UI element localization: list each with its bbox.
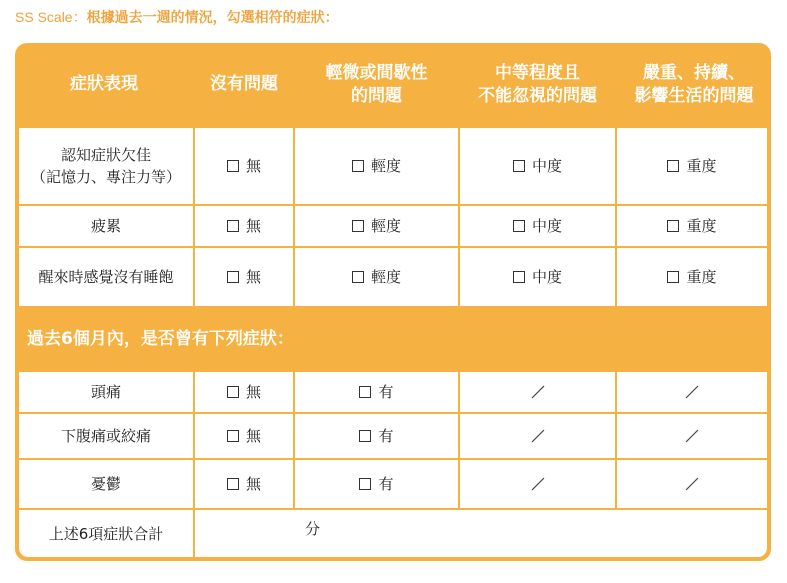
checkbox-option[interactable] — [667, 215, 716, 237]
checkbox-option[interactable] — [352, 155, 401, 177]
option-cell[interactable] — [617, 128, 767, 204]
option-cell[interactable] — [195, 460, 293, 508]
section2-title-text: 過去6個月內，是否曾有下列症狀： — [27, 329, 294, 349]
checkbox-option[interactable] — [352, 266, 401, 288]
checkbox[interactable] — [227, 430, 239, 442]
option-label: 重度 — [686, 157, 717, 175]
option-label: 無 — [245, 383, 261, 401]
total-label-cell — [19, 510, 193, 557]
symptom-fatigue — [19, 206, 193, 246]
symptom-label: 認知症狀欠佳 （記憶力、專注力等） — [30, 146, 181, 186]
slash-icon — [684, 429, 700, 443]
checkbox[interactable] — [352, 160, 364, 172]
option-label: 有 — [378, 475, 394, 493]
option-cell[interactable] — [460, 128, 615, 204]
symptom-abdominal-pain — [19, 414, 193, 458]
header-symptom — [15, 43, 193, 126]
option-label: 無 — [245, 157, 261, 175]
checkbox[interactable] — [227, 386, 239, 398]
slash-icon — [530, 385, 546, 399]
option-label: 輕度 — [370, 217, 401, 235]
option-cell[interactable] — [295, 248, 458, 306]
heading-text: 根據過去一週的情況，勾選相符的症狀： — [86, 10, 339, 26]
header-mild — [295, 43, 458, 126]
option-label: 中度 — [531, 157, 562, 175]
checkbox[interactable] — [352, 271, 364, 283]
checkbox-option[interactable] — [227, 266, 261, 288]
checkbox[interactable] — [667, 271, 679, 283]
header-moderate-label: 中等程度且 不能忽視的問題 — [478, 62, 597, 106]
option-cell[interactable] — [460, 206, 615, 246]
option-label: 輕度 — [370, 157, 401, 175]
section2-title — [15, 308, 771, 370]
checkbox[interactable] — [513, 160, 525, 172]
checkbox-option[interactable] — [227, 473, 261, 495]
option-cell[interactable] — [295, 414, 458, 458]
checkbox[interactable] — [667, 160, 679, 172]
checkbox-option[interactable] — [227, 425, 261, 447]
not-applicable-cell — [460, 414, 615, 458]
option-cell[interactable] — [295, 460, 458, 508]
header-symptom-label: 症狀表現 — [70, 74, 138, 94]
option-cell[interactable] — [195, 206, 293, 246]
symptom-table — [15, 43, 771, 561]
checkbox-option[interactable] — [513, 155, 562, 177]
option-label: 無 — [245, 217, 261, 235]
checkbox-option[interactable] — [359, 473, 393, 495]
option-cell[interactable] — [295, 372, 458, 412]
heading-prefix: SS Scale： — [15, 9, 87, 25]
checkbox-option[interactable] — [227, 215, 261, 237]
checkbox[interactable] — [352, 220, 364, 232]
checkbox-option[interactable] — [352, 215, 401, 237]
header-severe-label: 嚴重、持續、 影響生活的問題 — [634, 62, 754, 106]
symptom-depression — [19, 460, 193, 508]
header-moderate — [460, 43, 615, 126]
slash-icon — [684, 385, 700, 399]
checkbox[interactable] — [227, 478, 239, 490]
total-label: 上述6項症狀合計 — [48, 524, 164, 543]
checkbox-option[interactable] — [227, 155, 261, 177]
option-cell[interactable] — [295, 128, 458, 204]
not-applicable-cell — [617, 372, 767, 412]
symptom-label: 醒來時感覺沒有睡飽 — [38, 268, 174, 286]
option-cell[interactable] — [460, 248, 615, 306]
form-heading — [15, 7, 339, 27]
checkbox[interactable] — [359, 430, 371, 442]
option-cell[interactable] — [295, 206, 458, 246]
symptom-label: 憂鬱 — [90, 475, 121, 493]
not-applicable-cell — [617, 460, 767, 508]
option-cell[interactable] — [195, 372, 293, 412]
slash-icon — [684, 477, 700, 491]
checkbox[interactable] — [227, 160, 239, 172]
checkbox[interactable] — [227, 220, 239, 232]
checkbox-option[interactable] — [667, 266, 716, 288]
symptom-cognitive — [19, 128, 193, 204]
option-cell[interactable] — [195, 414, 293, 458]
total-score-field[interactable] — [195, 510, 767, 557]
checkbox-option[interactable] — [359, 425, 393, 447]
checkbox-option[interactable] — [513, 266, 562, 288]
checkbox-option[interactable] — [359, 381, 393, 403]
checkbox-option[interactable] — [513, 215, 562, 237]
header-severe — [617, 43, 771, 126]
not-applicable-cell — [460, 460, 615, 508]
option-cell[interactable] — [195, 128, 293, 204]
symptom-unrefreshed-sleep — [19, 248, 193, 306]
option-label: 有 — [378, 427, 394, 445]
not-applicable-cell — [460, 372, 615, 412]
option-label: 中度 — [531, 268, 562, 286]
checkbox[interactable] — [359, 386, 371, 398]
header-mild-label: 輕微或間歇性 的問題 — [325, 62, 428, 106]
checkbox-option[interactable] — [227, 381, 261, 403]
checkbox[interactable] — [513, 271, 525, 283]
option-label: 重度 — [686, 268, 717, 286]
header-none — [195, 43, 293, 126]
option-label: 輕度 — [370, 268, 401, 286]
slash-icon — [530, 477, 546, 491]
option-label: 中度 — [531, 217, 562, 235]
option-cell[interactable] — [617, 206, 767, 246]
header-none-label: 沒有問題 — [210, 74, 278, 94]
option-label: 無 — [245, 268, 261, 286]
option-label: 無 — [245, 475, 261, 493]
option-label: 無 — [245, 427, 261, 445]
total-unit: 分 — [305, 520, 321, 538]
checkbox-option[interactable] — [667, 155, 716, 177]
symptom-headache — [19, 372, 193, 412]
symptom-label: 頭痛 — [90, 383, 121, 401]
checkbox[interactable] — [513, 220, 525, 232]
symptom-label: 下腹痛或絞痛 — [60, 427, 151, 445]
checkbox[interactable] — [359, 478, 371, 490]
checkbox[interactable] — [227, 271, 239, 283]
option-cell[interactable] — [195, 248, 293, 306]
checkbox[interactable] — [667, 220, 679, 232]
option-cell[interactable] — [617, 248, 767, 306]
not-applicable-cell — [617, 414, 767, 458]
symptom-label: 疲累 — [90, 217, 121, 235]
slash-icon — [530, 429, 546, 443]
option-label: 有 — [378, 383, 394, 401]
option-label: 重度 — [686, 217, 717, 235]
